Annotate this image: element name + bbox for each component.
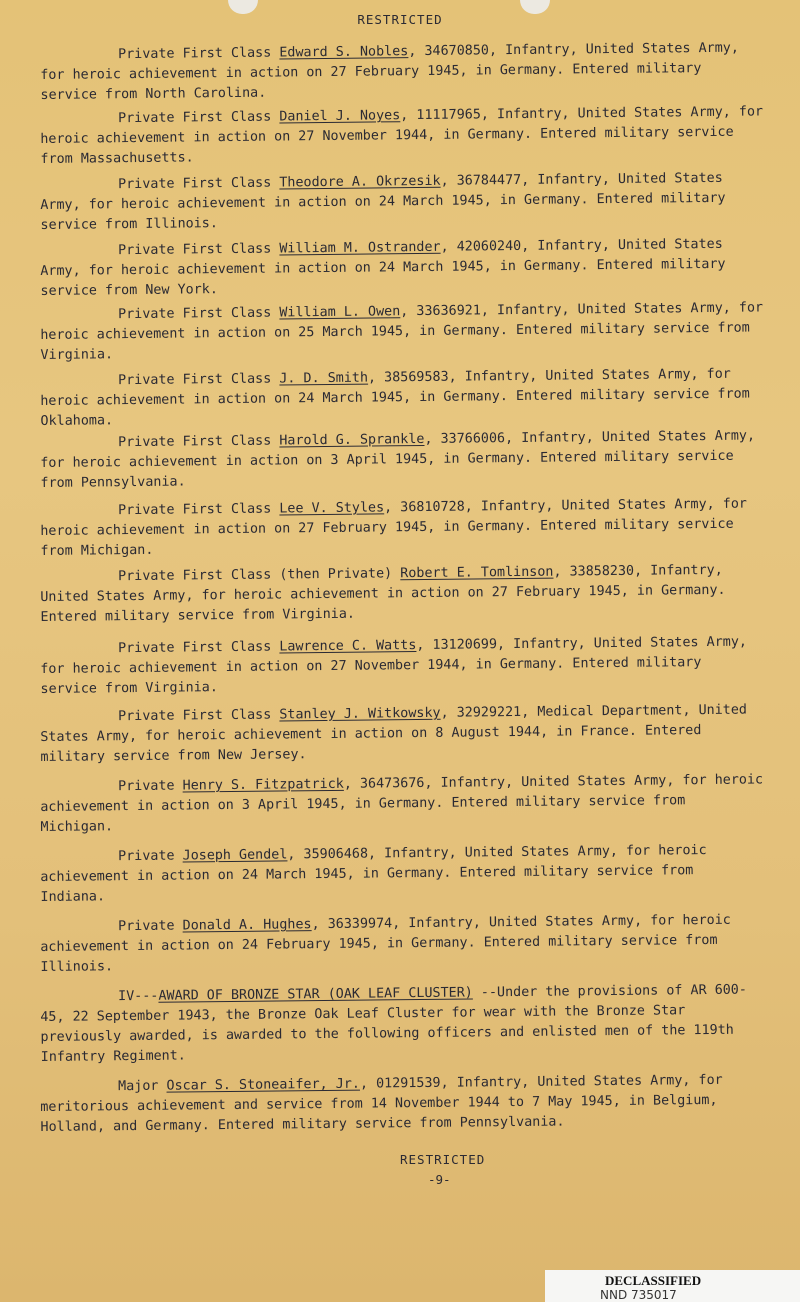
citation-paragraph [40, 102, 766, 170]
citation-prefix: Private First Class [118, 371, 280, 389]
citation-paragraph [40, 364, 766, 432]
citation-prefix: Private First Class [118, 45, 280, 63]
recipient-name: William M. Ostrander [279, 239, 441, 257]
citation-paragraph [40, 426, 766, 494]
recipient-name: Daniel J. Noyes [279, 108, 401, 125]
citation-text: , 11117965, Infantry, United States Army, for heroic achievement in action on 27 November 1944, in Germany. Entered military service from Massachusetts. [40, 104, 764, 167]
citation-paragraph [40, 700, 766, 768]
citation-paragraph [40, 632, 766, 700]
citation-prefix: IV--- [118, 988, 159, 1005]
citation-prefix: Private First Class [118, 707, 280, 725]
citation-paragraph [40, 840, 766, 908]
page-number: -9- [428, 1172, 451, 1187]
citation-text: , 36473676, Infantry, United States Army, for heroic achievement in action on 3 April 1945, in Germany. Entered military service from Michigan. [40, 772, 764, 835]
recipient-name: Theodore A. Okrzesik [279, 173, 441, 191]
recipient-name: Joseph Gendel [182, 847, 288, 864]
citation-text: , 36810728, Infantry, United States Army, for heroic achievement in action on 27 February 1945, in Germany. Entered military service from Michigan. [40, 496, 747, 559]
footer-classification: RESTRICTED [400, 1152, 486, 1167]
citation-text: , 01291539, Infantry, United States Army, for meritorious achievement and service from 14 November 1944 to 7 May 1945, in Belgium, Holland, and Germany. Entered military service from Pennsylvania. [40, 1072, 723, 1135]
recipient-name: Stanley J. Witkowsky [279, 705, 441, 723]
citation-text: , 36339974, Infantry, United States Army, for heroic achievement in action on 24 February 1945, in Germany. Entered military service from Illinois. [40, 912, 731, 975]
citation-paragraph [40, 298, 766, 366]
citation-text: , 33636921, Infantry, United States Army, for heroic achievement in action on 25 March 1945, in Germany. Entered military service from Virginia. [40, 300, 764, 363]
citation-prefix: Private [118, 848, 183, 865]
recipient-name: Oscar S. Stoneaifer, Jr. [166, 1076, 361, 1094]
recipient-name: Edward S. Nobles [279, 44, 409, 61]
citation-prefix: Private First Class [118, 109, 280, 127]
citation-paragraph [40, 560, 766, 628]
declassified-stamp: DECLASSIFIED [545, 1270, 800, 1302]
recipient-name: Henry S. Fitzpatrick [182, 776, 344, 794]
citation-prefix: Private First Class [118, 639, 280, 657]
citation-text: , 34670850, Infantry, United States Army, for heroic achievement in action on 27 February 1945, in Germany. Entered military service from North Carolina. [40, 40, 739, 103]
citation-text: , 35906468, Infantry, United States Army, for heroic achievement in action on 24 March 1945, in Germany. Entered military service from Indiana. [40, 843, 707, 905]
citation-paragraph [40, 980, 766, 1068]
citation-text: , 33766006, Infantry, United States Army, for heroic achievement in action on 3 April 1945, in Germany. Entered military service from Pennsylvania. [40, 428, 756, 491]
citation-paragraph [40, 910, 766, 978]
citation-prefix: Private First Class [118, 433, 280, 451]
citation-text: , 32929221, Medical Department, United States Army, for heroic achievement in action on 8 August 1944, in France. Entered military service from New Jersey. [40, 702, 747, 765]
citation-text: , 36784477, Infantry, United States Army, for heroic achievement in action on 24 March 1945, in Germany. Entered military service from Illinois. [40, 170, 726, 233]
citation-text: --Under the provisions of AR 600-45, 22 September 1943, the Bronze Oak Leaf Cluster for wear with the Bronze Star previously awarded, is awarded to the following officers and enlisted men of the 119th Infantry Regiment. [40, 982, 747, 1065]
recipient-name: Lee V. Styles [279, 500, 385, 517]
citation-paragraph [40, 1070, 766, 1138]
citation-prefix: Private [118, 778, 183, 795]
citation-text: , 13120699, Infantry, United States Army, for heroic achievement in action on 27 November 1944, in Germany. Entered military service from Virginia. [40, 634, 747, 697]
citation-prefix: Private [118, 918, 183, 935]
citation-prefix: Major [118, 1078, 167, 1095]
recipient-name: Robert E. Tomlinson [400, 564, 554, 582]
citation-prefix: Private First Class [118, 501, 280, 519]
citation-prefix: Private First Class [118, 241, 280, 259]
recipient-name: AWARD OF BRONZE STAR (OAK LEAF CLUSTER) [158, 985, 473, 1004]
citation-paragraph [40, 770, 766, 838]
citation-paragraph [40, 494, 766, 562]
recipient-name: Donald A. Hughes [182, 917, 312, 934]
recipient-name: Harold G. Sprankle [279, 431, 425, 449]
citation-paragraph [40, 234, 766, 302]
citation-prefix: Private First Class [118, 175, 280, 193]
citation-prefix: Private First Class (then Private) [118, 566, 401, 585]
citation-text: , 38569583, Infantry, United States Army, for heroic achievement in action on 24 March 1945, in Germany. Entered military service from Oklahoma. [40, 366, 750, 429]
recipient-name: J. D. Smith [279, 370, 369, 387]
recipient-name: Lawrence C. Watts [279, 638, 417, 655]
citation-prefix: Private First Class [118, 305, 280, 323]
declassified-number: NND 735017 [600, 1288, 677, 1302]
header-classification: RESTRICTED [357, 12, 443, 27]
citation-paragraph [40, 38, 766, 106]
citation-paragraph [40, 168, 766, 236]
citation-text: , 33858230, Infantry, United States Army, for heroic achievement in action on 27 February 1945, in Germany. Entered military service from Virginia. [40, 562, 726, 625]
citation-text: , 42060240, Infantry, United States Army, for heroic achievement in action on 24 March 1945, in Germany. Entered military service from New York. [40, 236, 726, 299]
recipient-name: William L. Owen [279, 304, 401, 321]
